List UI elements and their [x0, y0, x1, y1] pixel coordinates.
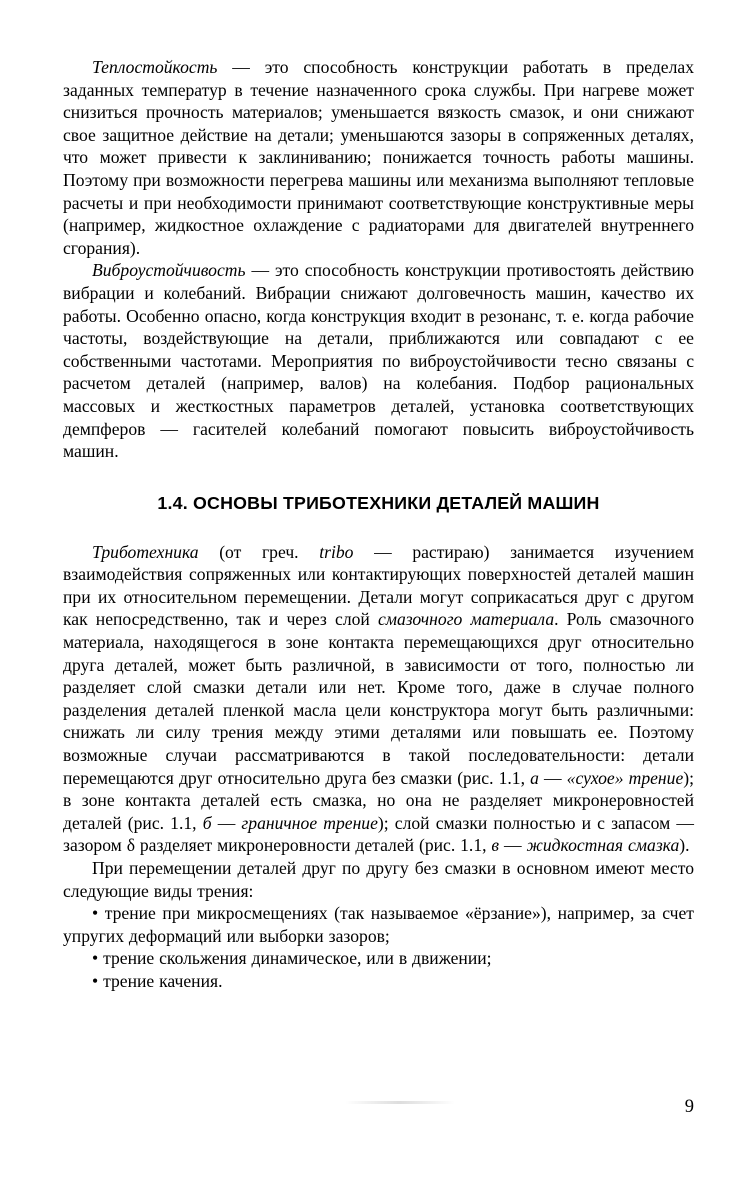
text-run: При перемещении деталей друг по другу без смазки в основном имеют место следующие виды трения:	[63, 858, 694, 901]
italic-run: Виброустойчивость	[92, 260, 246, 281]
italic-run: смазочного материала	[377, 609, 555, 630]
text-run: — растираю) занимается изучением взаимодействия сопряженных или контактирующих поверхностей деталей машин при их относительном перемещении. Детали могут соприкасаться друг с другом как непосредственно, так и через слой	[63, 541, 694, 630]
scan-artifact	[345, 1101, 455, 1104]
paragraph	[63, 56, 694, 259]
text-run: —	[538, 767, 567, 788]
text-run: ); слой смазки полностью и с запасом — зазором δ разделяет микронеровности деталей (рис. 1.1,	[63, 812, 694, 856]
text-run: трение скольжения динамическое, или в движении;	[103, 948, 492, 969]
text-run: трение при микросмещениях (так называемое «ёрзание»), например, за счет упругих деформаций или выборки зазоров;	[63, 903, 694, 946]
text-column	[63, 56, 694, 993]
italic-run: жидкостная смазка	[526, 835, 680, 856]
bullet-icon: •	[92, 948, 104, 969]
italic-run: граничное трение	[241, 812, 378, 833]
page-number: 9	[684, 1097, 694, 1117]
italic-run: а	[530, 767, 539, 788]
text-run: трение качения.	[103, 970, 223, 991]
italic-run: б	[202, 812, 212, 833]
text-run: — это способность конструкции работать в пределах заданных температур в течение назначенного срока службы. При нагреве может снизиться прочность материалов; уменьшается вязкость смазок, и они снижают свое защитное действие на детали; уменьшаются зазоры в сопряженных деталях, что может привести к заклиниванию; понижается точность работы машины. Поэтому при возможности перегрева машины или механизма выполняют тепловые расчеты и при необходимости принимают соответствующие конструктивные меры (например, жидкостное охлаждение с радиаторами для двигателей внутреннего сгорания).	[63, 57, 694, 258]
text-run: (от греч.	[198, 541, 320, 562]
bullet-icon: •	[92, 903, 105, 924]
italic-run: Триботехника	[92, 541, 199, 562]
paragraph	[63, 857, 694, 902]
text-run: —	[499, 835, 527, 856]
text-run: —	[211, 812, 242, 833]
paragraph	[63, 259, 694, 462]
italic-run: «сухое» трение	[566, 767, 684, 788]
text-run: ).	[679, 835, 690, 856]
paragraph	[63, 541, 694, 857]
bullet-item	[63, 902, 694, 947]
bullet-icon: •	[92, 970, 104, 991]
italic-run: Теплостойкость	[92, 57, 218, 77]
italic-run: в	[491, 835, 500, 856]
text-run: . Роль смазочного материала, находящегося в зоне контакта перемещающихся друг относительно друга деталей, может быть различной, в зависимости от того, полностью ли разделяет слой смазки детали или нет. Кроме того, даже в случае полного разделения деталей пленкой масла цели конструктора могут быть различными: снижать ли силу трения между этими деталями или повышать ее. Поэтому возможные случаи рассматриваются в такой последовательности: детали перемещаются друг относительно друга без смазки (рис. 1.1,	[63, 609, 694, 788]
text-run: — это способность конструкции противостоять действию вибрации и колебаний. Вибрации снижают долговечность машин, качество их работы. Особенно опасно, когда конструкция входит в резонанс, т. е. когда рабочие частоты, воздействующие на детали, приближаются или совпадают с ее собственными частотами. Мероприятия по виброустойчивости тесно связаны с расчетом деталей (например, валов) на колебания. Подбор рациональных массовых и жесткостных параметров деталей, установка соответствующих демпферов — гасителей колебаний помогают повысить виброустойчивость машин.	[63, 260, 694, 462]
bullet-item	[63, 970, 694, 993]
italic-run: tribo	[319, 541, 354, 562]
section-heading: 1.4. ОСНОВЫ ТРИБОТЕХНИКИ ДЕТАЛЕЙ МАШИН	[157, 492, 600, 513]
text-run: ); в зоне контакта деталей есть смазка, но она не разделяет микронеровностей деталей (рис. 1.1,	[63, 767, 695, 833]
bullet-item	[63, 947, 694, 970]
